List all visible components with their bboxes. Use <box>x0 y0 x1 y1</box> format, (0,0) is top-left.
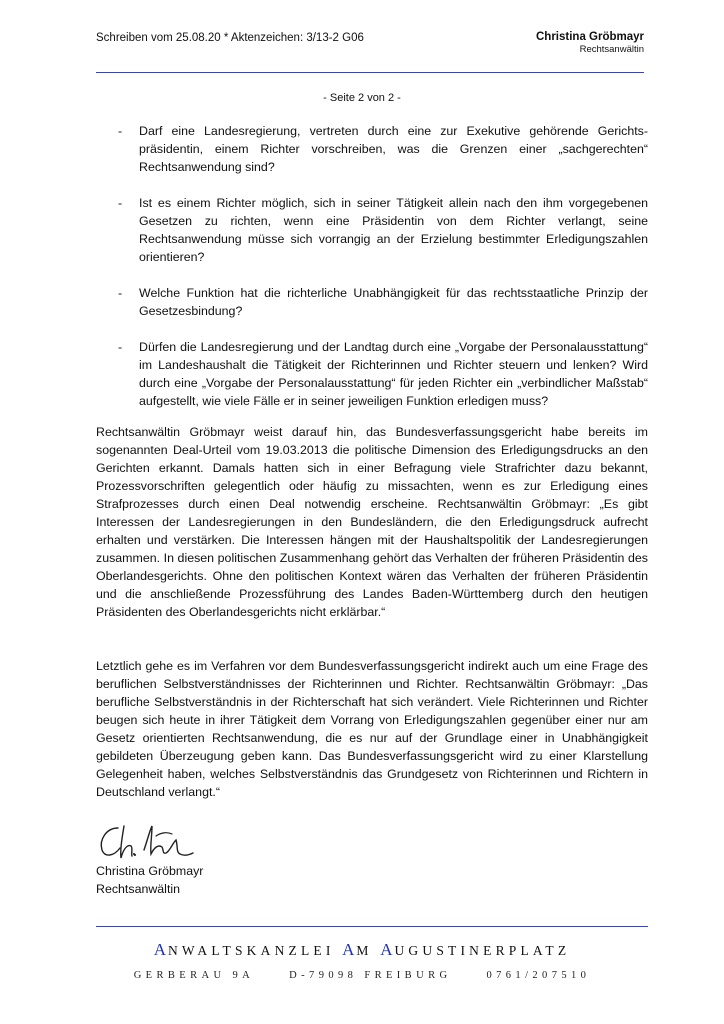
question-item <box>96 194 648 266</box>
firm-initial: A <box>380 940 395 959</box>
bullet-dash: - <box>118 196 123 210</box>
question-item <box>96 284 648 320</box>
handwritten-signature <box>96 820 194 864</box>
sender-name: Christina Gröbmayr <box>536 31 644 43</box>
firm-initial: A <box>342 940 357 959</box>
firm-word: NWALTSKANZLEI <box>167 943 343 958</box>
bullet-dash: - <box>118 286 123 300</box>
address-city: D-79098 FREIBURG <box>289 970 452 981</box>
sender-block <box>536 31 644 55</box>
letter-reference: Schreiben vom 25.08.20 * Aktenzeichen: 3/13-2 G06 <box>96 32 364 44</box>
address-street: GERBERAU 9A <box>133 970 255 981</box>
question-item <box>96 122 648 176</box>
sender-role: Rechtsanwältin <box>579 44 644 55</box>
body-paragraph: Rechtsanwältin Gröbmayr weist darauf hin, das Bundesverfassungsgericht habe bereits im sogenannten Deal-Urteil vom 19.03.2013 die politische Dimension des Erledigungsdrucks an den Gerichten erkannt. Damals hatten sich in einer Befragung viele Strafrichter dazu bekannt, Prozessvorschriften gelegentlich oder häufig zu missachten, wenn es zur Erledigung eines Strafprozesses durch einen Deal notwendig erscheine. Rechtsanwältin Gröbmayr: „Es gibt Interessen der Landesregierungen in den Bundesländern, die den Erledigungsdruck aufrecht erhalten und verstärken. Die Interessen hängen mit der Haushaltspolitik der Landesregierungen zusammen. In diesen politischen Zusammenhang gehört das Verhalten der früheren Präsidentin des Oberlandesgerichts. Ohne den politischen Kontext wären das Verhalten der früheren Präsidentin und die anschließende Prozessführung des Landes Baden-Württemberg durch den heutigen Präsidenten des Oberlandesgerichts nicht erklärbar.“ <box>96 425 648 619</box>
signatory-role: Rechtsanwältin <box>96 882 181 896</box>
firm-initial: A <box>153 940 168 959</box>
question-text: Welche Funktion hat die richterliche Unabhängigkeit für das rechtsstaatliche Prinzip der Gesetzesbindung? <box>139 286 648 318</box>
firm-word: M <box>356 943 381 958</box>
question-text: Ist es einem Richter möglich, sich in seiner Tätigkeit allein nach den ihm vorgegebenen Gesetzen zu richten, wenn eine Präsidentin von dem Richter verlangt, seine Rechtsanwendung müsse sich vorrangig an der Erzielung bestimmter Erledigungszahlen orientieren? <box>139 196 648 264</box>
question-list <box>96 122 648 428</box>
footer-divider <box>96 926 648 927</box>
page-number: - Seite 2 von 2 - <box>323 92 401 104</box>
question-text: Darf eine Landesregierung, vertreten durch eine zur Exekutive gehörende Gerichtspräsidentin, einem Richter vorschreiben, was die Grenzen einer „sachgerechten“ Rechtsanwendung sind? <box>139 124 648 174</box>
header-divider <box>96 72 644 73</box>
bullet-dash: - <box>118 124 123 138</box>
bullet-dash: - <box>118 340 123 354</box>
firm-word: UGUSTINERPLATZ <box>394 943 571 958</box>
question-item <box>96 338 648 410</box>
address-phone: 0761/207510 <box>486 970 591 981</box>
firm-address <box>0 970 724 981</box>
signatory-name: Christina Gröbmayr <box>96 864 204 878</box>
question-text: Dürfen die Landesregierung und der Landtag durch eine „Vorgabe der Personalausstattung“ im Landeshaushalt die Tätigkeit der Richterinnen und Richter steuern und lenken? Wird durch eine „Vorgabe der Personalausstattung“ für jeden Richter ein „verbindlicher Maßstab“ aufgestellt, wie viele Fälle er in seiner jeweiligen Funktion erledigen muss? <box>139 340 648 408</box>
body-paragraph: Letztlich gehe es im Verfahren vor dem Bundesverfassungsgericht indirekt auch um eine Frage des beruflichen Selbstverständnisses der Richterinnen und Richter. Rechtsanwältin Gröbmayr: „Das berufliche Selbstverständnis in der Richterschaft hat sich verändert. Viele Richterinnen und Richter beugen sich heute in ihrer Tätigkeit dem Vorrang von Erledigungszahlen gegenüber einer nur am Gesetz orientierten Rechtsanwendung, die es nur auf der Grundlage einer in Unabhängigkeit gebildeten Überzeugung geben kann. Das Bundesverfassungsgericht wird zu einer Klarstellung Gelegenheit haben, welches Selbstverständnis das Grundgesetz von Richterinnen und Richtern in Deutschland verlangt.“ <box>96 659 648 799</box>
firm-name <box>0 940 724 960</box>
